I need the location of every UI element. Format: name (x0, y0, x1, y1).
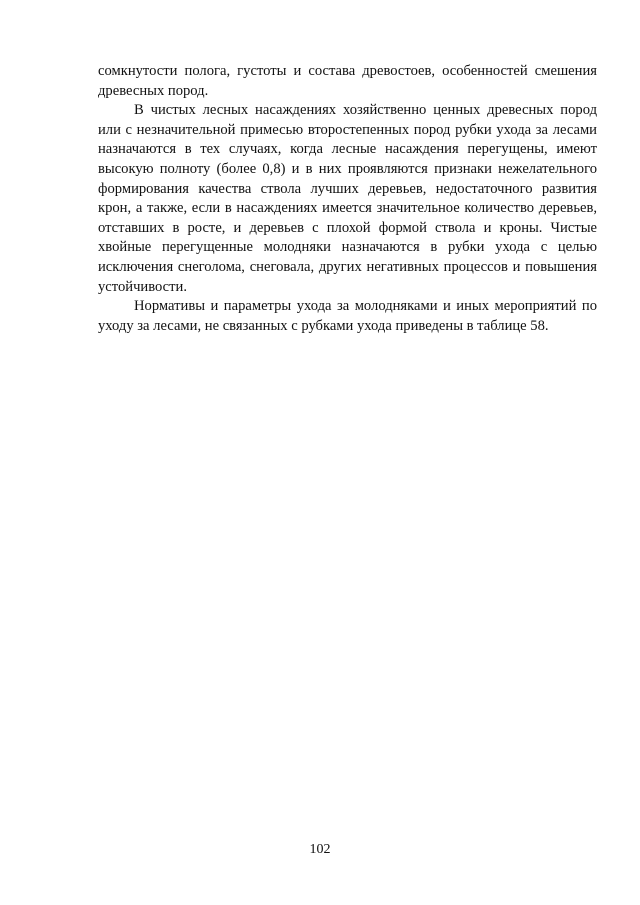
page-number: 102 (309, 842, 331, 857)
paragraph-table-reference: Нормативы и параметры ухода за молодняками и иных мероприятий по уходу за лесами, не связанных с рубками ухода приведены в таблице 58. (98, 298, 597, 334)
paragraph-thinning-criteria: В чистых лесных насаждениях хозяйственно ценных древесных пород или с незначительной примесью второстепенных пород рубки ухода за лесами назначаются в тех случаях, когда лесные насаждения перегущены, имеют высокую полноту (более 0,8) и в них проявляются признаки нежелательного формирования качества ствола лучших деревьев, недостаточного развития крон, а также, если в насаждениях имеется значительное количество деревьев, отставших в росте, и деревьев с плохой формой ствола и кроны. Чистые хвойные перегущенные молодняки назначаются в рубки ухода с целью исключения снеголома, снеговала, других негативных процессов и повышения устойчивости. (98, 102, 597, 295)
paragraph-continuation: сомкнутости полога, густоты и состава древостоев, особенностей смешения древесных пород. (98, 63, 597, 99)
body-text (98, 62, 597, 336)
